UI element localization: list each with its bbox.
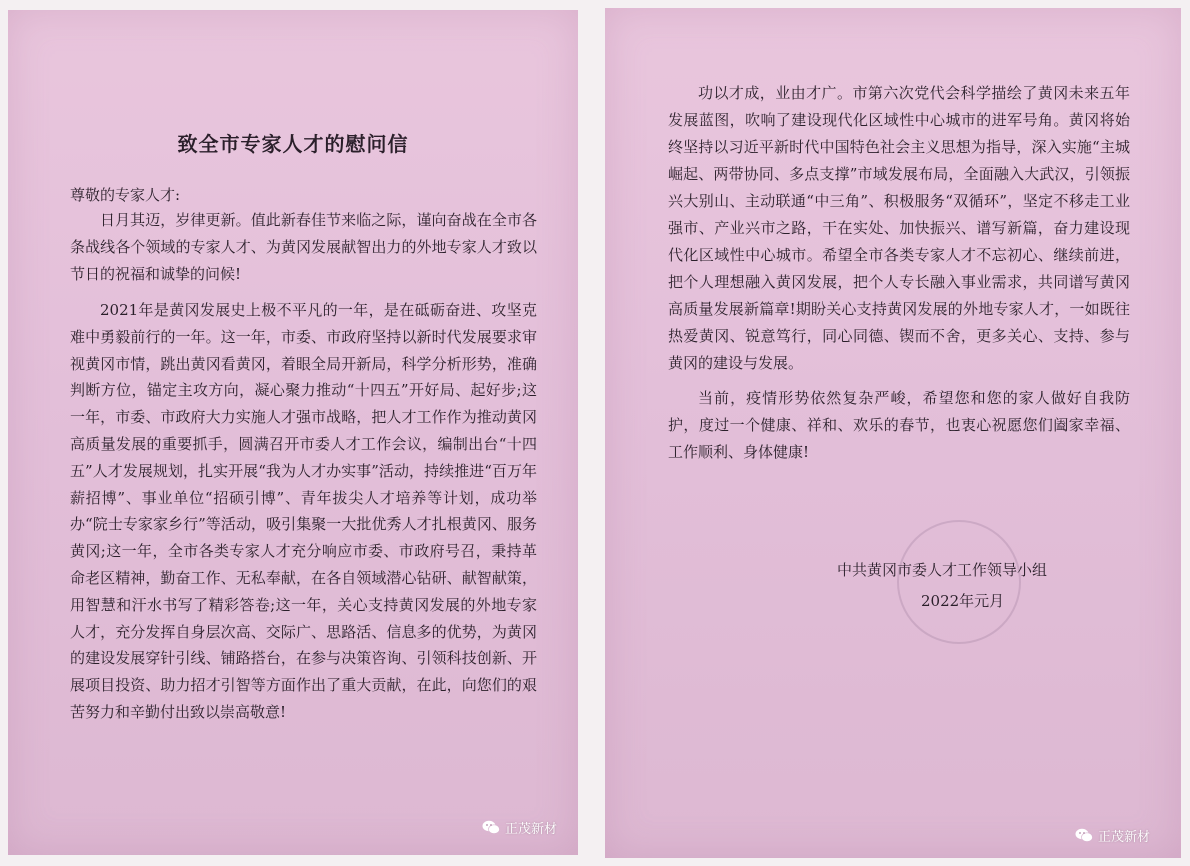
signature-date: 2022年元月	[921, 592, 1005, 610]
watermark	[482, 818, 557, 837]
watermark-text: 正茂新材	[505, 822, 558, 837]
letter-paragraph: 日月其迈，岁律更新。值此新春佳节来临之际，谨向奋战在全市各条战线各个领域的专家人才、为黄冈发展献智出力的外地专家人才致以节日的祝福和诚挚的问候!	[70, 211, 537, 283]
letter-title: 致全市专家人才的慰问信	[177, 132, 409, 156]
letter-salutation: 尊敬的专家人才:	[70, 186, 181, 204]
signature-organization: 中共黄冈市委人才工作领导小组	[837, 561, 1048, 579]
wechat-icon	[482, 820, 500, 835]
letter-page-right	[605, 8, 1181, 858]
wechat-icon	[1075, 828, 1093, 843]
watermark	[1075, 826, 1150, 845]
letter-paragraph: 当前，疫情形势依然复杂严峻，希望您和您的家人做好自我防护，度过一个健康、祥和、欢乐的春节，也衷心祝愿您们阖家幸福、工作顺利、身体健康!	[668, 389, 1130, 461]
watermark-text: 正茂新材	[1098, 830, 1151, 845]
letter-page-left	[8, 10, 578, 855]
official-seal	[897, 520, 1021, 644]
letter-paragraph: 功以才成，业由才广。市第六次党代会科学描绘了黄冈未来五年发展蓝图，吹响了建设现代化区域性中心城市的进军号角。黄冈将始终坚持以习近平新时代中国特色社会主义思想为指导，深入实施“主城崛起、两带协同、多点支撑”市域发展布局，全面融入大武汉，引领振兴大别山、主动联通“中三角”、积极服务“双循环”，坚定不移走工业强市、产业兴市之路，干在实处、加快振兴、谱写新篇，奋力建设现代化区域性中心城市。希望全市各类专家人才不忘初心、继续前进，把个人理想融入黄冈发展，把个人专长融入事业需求，共同谱写黄冈高质量发展新篇章!期盼关心支持黄冈发展的外地专家人才，一如既往热爱黄冈、锐意笃行，同心同德、锲而不舍，更多关心、支持、参与黄冈的建设与发展。	[668, 84, 1130, 372]
letter-paragraph: 2021年是黄冈发展史上极不平凡的一年，是在砥砺奋进、攻坚克难中勇毅前行的一年。这一年，市委、市政府坚持以新时代发展要求审视黄冈市情，跳出黄冈看黄冈，着眼全局开新局，科学分析形势，准确判断方位，锚定主攻方向，凝心聚力推动“十四五”开好局、起好步;这一年，市委、市政府大力实施人才强市战略，把人才工作作为推动黄冈高质量发展的重要抓手，圆满召开市委人才工作会议，编制出台“十四五”人才发展规划，扎实开展“我为人才办实事”活动，持续推进“百万年薪招博”、事业单位“招硕引博”、青年拔尖人才培养等计划，成功举办“院士专家家乡行”等活动，吸引集聚一大批优秀人才扎根黄冈、服务黄冈;这一年，全市各类专家人才充分响应市委、市政府号召，秉持革命老区精神，勤奋工作、无私奉献，在各自领域潜心钻研、献智献策，用智慧和汗水书写了精彩答卷;这一年，关心支持黄冈发展的外地专家人才，充分发挥自身层次高、交际广、思路活、信息多的优势，为黄冈的建设发展穿针引线、铺路搭台，在参与决策咨询、引领科技创新、开展项目投资、助力招才引智等方面作出了重大贡献，在此，向您们的艰苦努力和辛勤付出致以崇高敬意!	[70, 301, 537, 721]
